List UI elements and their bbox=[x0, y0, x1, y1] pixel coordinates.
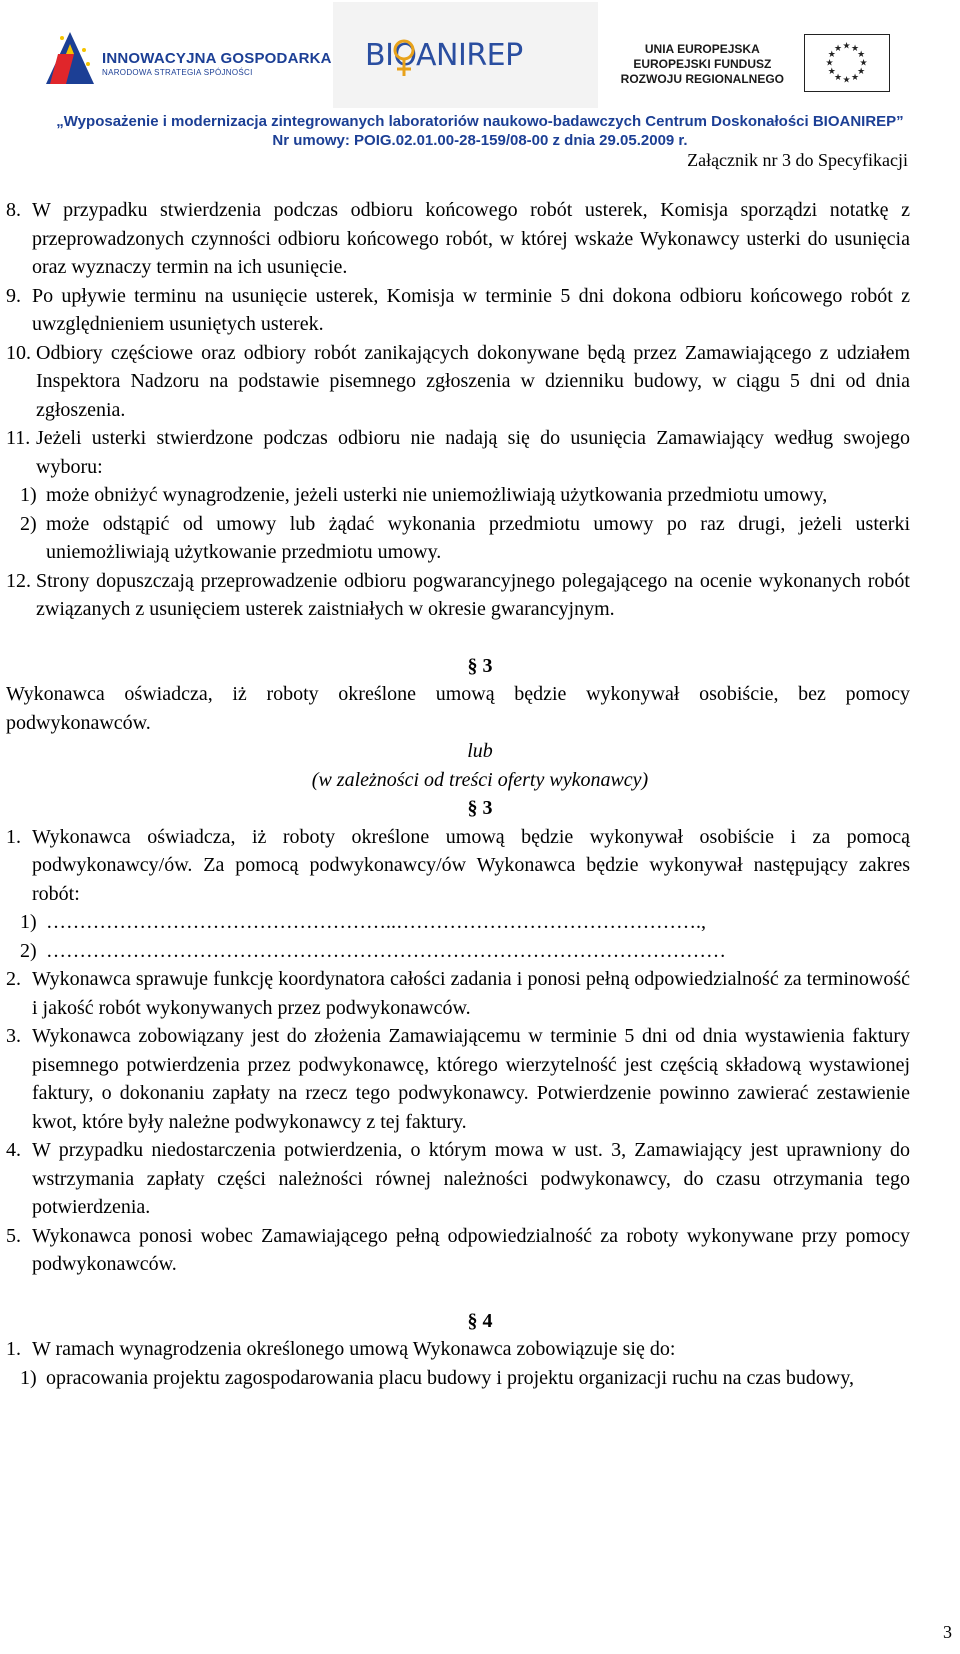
bioanirep-logo bbox=[333, 2, 598, 108]
ig-emblem-icon bbox=[44, 30, 96, 88]
item-number: 3. bbox=[6, 1025, 21, 1047]
item-text: Po upływie terminu na usunięcie usterek, Komisja w terminie 5 dni dokona odbioru końcowego robót z uwzględnieniem usuniętych usterek. bbox=[32, 284, 910, 335]
eu-star-icon: ★ bbox=[859, 57, 868, 68]
section-3-paragraph: Wykonawca oświadcza, iż roboty określone umową będzie wykonywał osobiście, bez pomocy podwykonawców. bbox=[6, 683, 910, 734]
eu-flag-icon bbox=[804, 34, 890, 92]
dotted-line: ……………………………………………..………………………………………., bbox=[46, 911, 706, 933]
ig-subtitle: NARODOWA STRATEGIA SPÓJNOŚCI bbox=[102, 68, 253, 77]
bioanirep-logo-text: BIOANIREP bbox=[365, 38, 523, 73]
item-text: W przypadku niedostarczenia potwierdzenia, o którym mowa w ust. 3, Zamawiający jest uprawniony do wstrzymania zapłaty części należności równej należności podwykonawcy, do czasu otrzymania tego potwierdzenia. bbox=[32, 1139, 910, 1218]
sub-list-item bbox=[20, 510, 910, 567]
eu-star-icon: ★ bbox=[850, 42, 860, 53]
list-item bbox=[6, 823, 910, 909]
dotted-line-item bbox=[20, 908, 910, 937]
eu-star-icon: ★ bbox=[833, 42, 843, 53]
item-text: W przypadku stwierdzenia podczas odbioru końcowego robót usterek, Komisja sporządzi notatkę z przeprowadzonych czynności odbioru końcowego robót, w której wskaże Wykonawcy usterki do usunięcia oraz wyznaczy termin na ich usunięcie. bbox=[32, 199, 910, 278]
section-heading: § 3 bbox=[467, 797, 493, 819]
sub-item-text: może odstąpić od umowy lub żądać wykonania przedmiotu umowy po raz drugi, jeżeli usterki uniemożliwiają użytkowanie przedmiotu umowy. bbox=[46, 512, 910, 563]
sub-list-item bbox=[20, 1364, 910, 1393]
annex-label: Załącznik nr 3 do Specyfikacji bbox=[687, 150, 908, 170]
sub-list-item bbox=[20, 481, 910, 510]
dotted-line: ………………………………………………………………………………………… bbox=[46, 939, 726, 962]
eu-star-icon: ★ bbox=[833, 72, 843, 83]
sub-item-text: może obniżyć wynagrodzenie, jeżeli usterki nie uniemożliwiają użytkowania przedmiotu umowy, bbox=[46, 484, 828, 506]
sub-item-number: 1) bbox=[20, 911, 37, 933]
item-number: 4. bbox=[6, 1139, 21, 1161]
eu-star-icon: ★ bbox=[857, 66, 866, 76]
sub-item-text: opracowania projektu zagospodarowania placu budowy i projektu organizacji ruchu na czas budowy, bbox=[46, 1366, 855, 1389]
eu-star-icon: ★ bbox=[857, 49, 866, 59]
page-number: 3 bbox=[943, 1622, 952, 1642]
item-text: Wykonawca sprawuje funkcję koordynatora całości zadania i ponosi pełną odpowiedzialność za terminowość i jakość robót wykonywanych przez podwykonawców. bbox=[32, 968, 910, 1019]
lub-label: lub bbox=[467, 740, 493, 762]
list-item bbox=[6, 1222, 910, 1279]
list-item bbox=[6, 282, 910, 339]
section-heading: § 3 bbox=[467, 654, 493, 677]
items-8-11 bbox=[0, 196, 960, 624]
document-body bbox=[0, 196, 960, 1392]
item-text: Strony dopuszczają przeprowadzenie odbioru pogwarancyjnego polegającego na ocenie wykonanych robót związanych z usunięciem usterek zaistniałych w okresie gwarancyjnym. bbox=[36, 569, 910, 620]
lub-note: (w zależności od treści oferty wykonawcy) bbox=[311, 768, 649, 791]
sub-item-number: 2) bbox=[20, 512, 37, 535]
item-text: Wykonawca oświadcza, iż roboty określone umową będzie wykonywał osobiście i za pomocą podwykonawcy/ów. Za pomocą podwykonawcy/ów Wykonawca będzie wykonywał następujący zakres robót: bbox=[32, 825, 910, 905]
eu-star-icon: ★ bbox=[827, 49, 836, 59]
list-item bbox=[6, 1022, 910, 1136]
item-number: 1. bbox=[6, 1338, 21, 1360]
eu-text bbox=[621, 42, 784, 87]
eu-star-icon: ★ bbox=[850, 72, 860, 83]
gender-symbol-icon bbox=[387, 32, 421, 82]
item-number: 9. bbox=[6, 284, 21, 307]
list-item bbox=[6, 196, 910, 282]
project-info bbox=[0, 112, 960, 150]
eu-star-icon: ★ bbox=[842, 74, 851, 85]
item-number: 12. bbox=[6, 569, 31, 592]
ig-title: INNOWACYJNA GOSPODARKA bbox=[102, 50, 332, 67]
item-text: Wykonawca zobowiązany jest do złożenia Zamawiającemu w terminie 5 dni od dnia wystawienia faktury pisemnego potwierdzenia przez podwykonawcę, którego wierzytelność jest częścią składową wystawionej faktury, o dokonaniu zapłaty na rzecz tego podwykonawcy. Potwierdzenie powinno zawierać zestawienie kwot, które były należne podwykonawcy z tej faktury. bbox=[32, 1025, 910, 1133]
item-number: 2. bbox=[6, 968, 21, 990]
item-number: 11. bbox=[6, 427, 31, 449]
eu-star-icon: ★ bbox=[842, 40, 851, 51]
eu-line3: ROZWOJU REGIONALNEGO bbox=[620, 72, 784, 86]
sub-item-number: 1) bbox=[20, 1366, 37, 1389]
dotted-line-item bbox=[20, 937, 910, 966]
list-item bbox=[6, 1136, 910, 1222]
list-item bbox=[6, 567, 910, 624]
item-number: 10. bbox=[6, 341, 31, 364]
eu-star-icon: ★ bbox=[827, 66, 836, 76]
section-heading: § 4 bbox=[467, 1309, 493, 1332]
item-number: 8. bbox=[6, 199, 21, 221]
list-item bbox=[6, 424, 910, 481]
contract-number: Nr umowy: POIG.02.01.00-28-159/08-00 z dnia 29.05.2009 r. bbox=[272, 132, 688, 149]
item-number: 1. bbox=[6, 825, 21, 848]
spacer bbox=[0, 1279, 960, 1307]
spacer bbox=[0, 624, 960, 652]
sub-item-number: 2) bbox=[20, 939, 37, 962]
project-title: „Wyposażenie i modernizacja zintegrowanych laboratoriów naukowo-badawczych Centrum Doskonałości BIOANIREP” bbox=[56, 113, 904, 130]
list-item bbox=[6, 1335, 910, 1364]
page-header bbox=[0, 0, 960, 170]
item-text: Wykonawca ponosi wobec Zamawiającego pełną odpowiedzialność za roboty wykonywane przy pomocy podwykonawców. bbox=[32, 1224, 910, 1275]
item-text: W ramach wynagrodzenia określonego umową Wykonawca zobowiązuje się do: bbox=[32, 1338, 676, 1360]
list-item bbox=[6, 965, 910, 1022]
eu-star-icon: ★ bbox=[825, 57, 834, 68]
sub-item-number: 1) bbox=[20, 484, 37, 506]
list-item bbox=[6, 339, 910, 425]
eu-line1: UNIA EUROPEJSKA bbox=[644, 42, 760, 56]
item-text: Jeżeli usterki stwierdzone podczas odbioru nie nadają się do usunięcia Zamawiający według swojego wyboru: bbox=[36, 427, 910, 478]
item-number: 5. bbox=[6, 1224, 21, 1247]
innowacyjna-gospodarka-logo bbox=[44, 30, 334, 90]
eu-line2: EUROPEJSKI FUNDUSZ bbox=[633, 57, 772, 71]
item-text: Odbiory częściowe oraz odbiory robót zanikających dokonywane będą przez Zamawiającego z udziałem Inspektora Nadzoru na podstawie pisemnego zgłoszenia w dzienniku budowy, w ciągu 5 dni od dnia zgłoszenia. bbox=[36, 341, 910, 421]
eu-logo bbox=[620, 34, 890, 94]
